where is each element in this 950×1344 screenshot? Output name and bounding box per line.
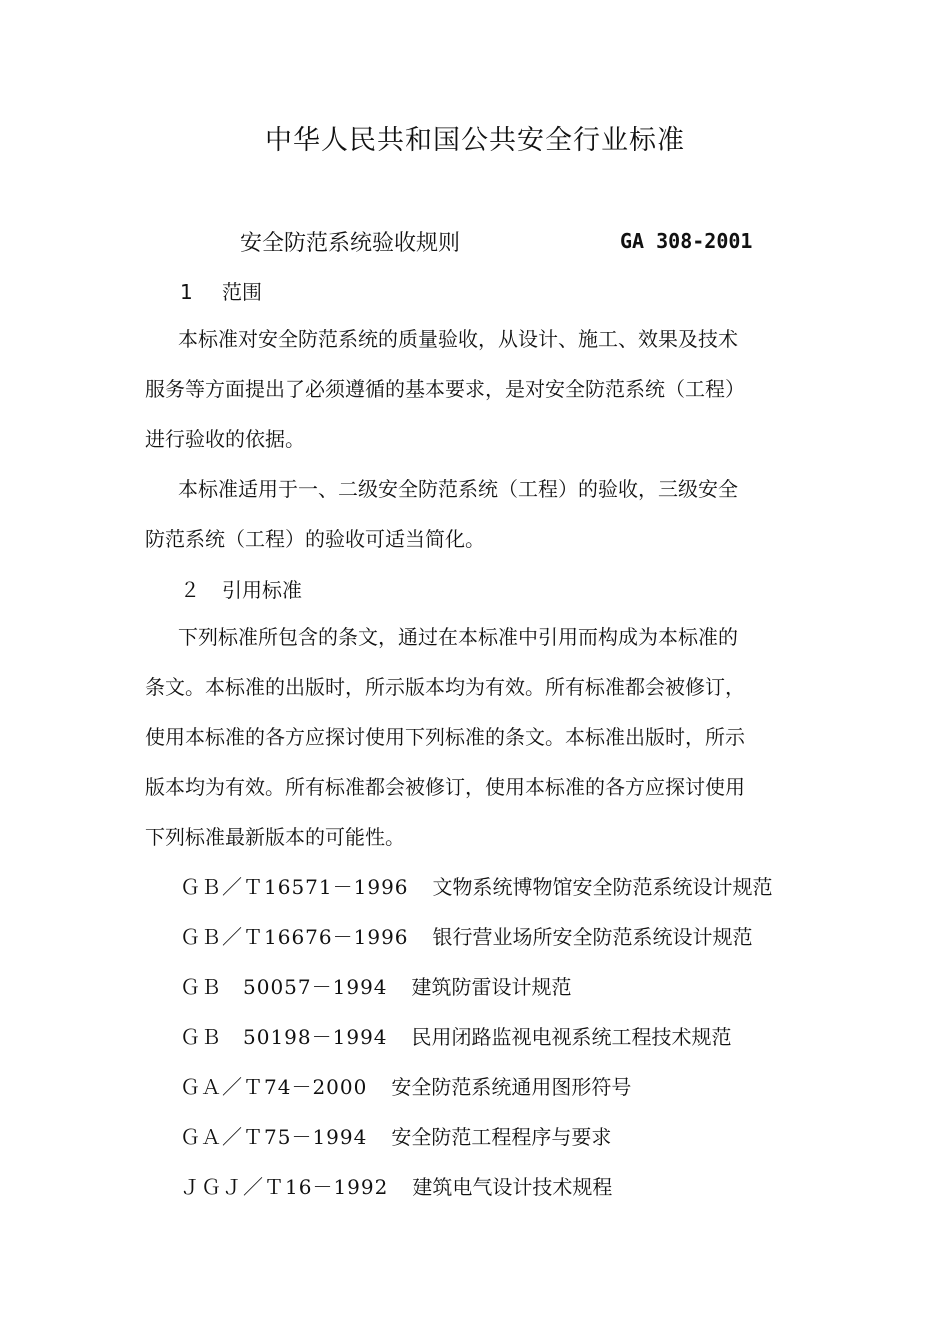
reference-item: [180, 1012, 773, 1062]
reference-name: 文物系统博物馆安全防范系统设计规范: [432, 875, 773, 899]
text-line: 下列标准所包含的条文，通过在本标准中引用而构成为本标准的: [178, 625, 738, 649]
section-1-title: 范围: [222, 280, 262, 304]
text-line: 条文。本标准的出版时，所示版本均为有效。所有标准都会被修订，: [145, 675, 745, 699]
reference-name: 安全防范系统通用图形符号: [391, 1075, 632, 1099]
section-1-paragraph-1: [145, 314, 810, 464]
reference-code: ＧＢ／Ｔ16571－1996: [180, 875, 409, 899]
section-2-number: ２: [180, 578, 200, 602]
text-line: 本标准对安全防范系统的质量验收，从设计、施工、效果及技术: [178, 327, 738, 351]
section-1-number: 1: [180, 280, 193, 304]
reference-name: 建筑电气设计技术规程: [412, 1175, 613, 1199]
reference-code: ＧＢ／Ｔ16676－1996: [180, 925, 409, 949]
text-line: 进行验收的依据。: [145, 427, 305, 451]
reference-item: [180, 1062, 773, 1112]
reference-code: ＧＢ 50198－1994: [180, 1025, 388, 1049]
reference-list: [180, 862, 773, 1212]
section-1-paragraph-2: [145, 464, 810, 564]
text-line: 服务等方面提出了必须遵循的基本要求，是对安全防范系统（工程）: [145, 377, 745, 401]
text-line: 下列标准最新版本的可能性。: [145, 825, 405, 849]
reference-code: ＪＧＪ／Ｔ16－1992: [180, 1175, 389, 1199]
text-line: 本标准适用于一、二级安全防范系统（工程）的验收，三级安全: [178, 477, 738, 501]
page-title: 中华人民共和国公共安全行业标准: [265, 125, 685, 156]
reference-name: 安全防范工程程序与要求: [391, 1125, 612, 1149]
section-1-heading: [180, 276, 262, 305]
text-line: 防范系统（工程）的验收可适当简化。: [145, 527, 485, 551]
text-line: 版本均为有效。所有标准都会被修订，使用本标准的各方应探讨使用: [145, 775, 745, 799]
reference-item: [180, 962, 773, 1012]
reference-name: 民用闭路监视电视系统工程技术规范: [411, 1025, 732, 1049]
section-2-title: 引用标准: [222, 578, 302, 602]
reference-item: [180, 912, 773, 962]
reference-name: 建筑防雷设计规范: [411, 975, 572, 999]
document-subtitle: 安全防范系统验收规则: [240, 231, 461, 256]
standard-code: GA 308-2001: [620, 229, 753, 253]
reference-item: [180, 1112, 773, 1162]
reference-name: 银行营业场所安全防范系统设计规范: [432, 925, 753, 949]
reference-code: ＧＢ 50057－1994: [180, 975, 388, 999]
section-2-heading: [180, 574, 302, 603]
reference-item: [180, 862, 773, 912]
section-2-paragraph: [145, 612, 810, 862]
reference-item: [180, 1162, 773, 1212]
reference-code: ＧＡ／Ｔ74－2000: [180, 1075, 368, 1099]
reference-code: ＧＡ／Ｔ75－1994: [180, 1125, 368, 1149]
text-line: 使用本标准的各方应探讨使用下列标准的条文。本标准出版时，所示: [145, 725, 745, 749]
